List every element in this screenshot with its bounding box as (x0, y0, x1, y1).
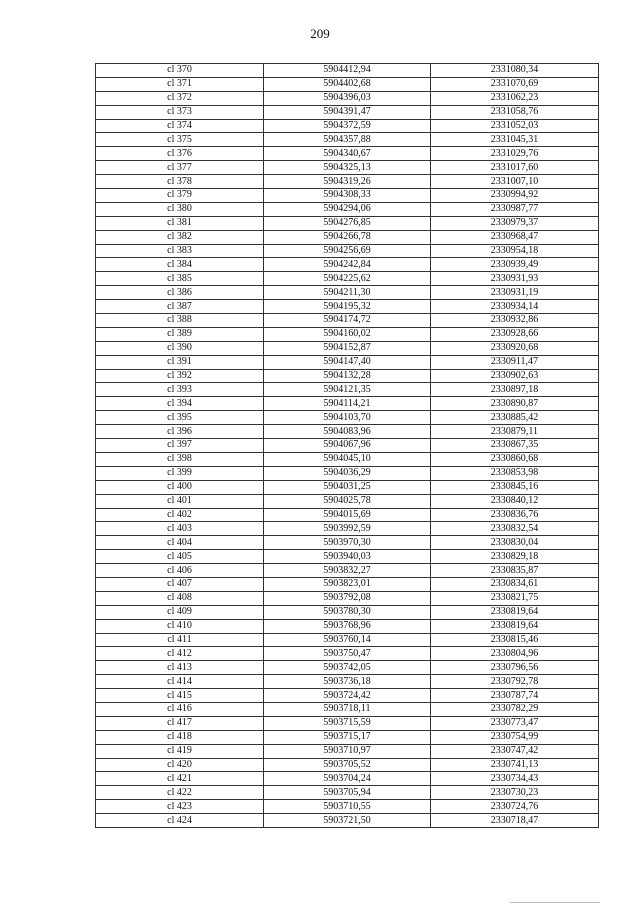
x-coordinate-cell: 5903750,47 (264, 647, 431, 661)
table-row (96, 716, 599, 730)
point-id-cell: сl 410 (96, 619, 264, 633)
x-coordinate-cell: 5904121,35 (264, 383, 431, 397)
x-coordinate-cell: 5904266,78 (264, 230, 431, 244)
x-coordinate-cell: 5904152,87 (264, 341, 431, 355)
y-coordinate-cell: 2330782,29 (431, 702, 599, 716)
point-id-cell: сl 371 (96, 77, 264, 91)
x-coordinate-cell: 5903710,55 (264, 800, 431, 814)
table-row (96, 133, 599, 147)
point-id-cell: сl 417 (96, 716, 264, 730)
point-id-cell: сl 413 (96, 661, 264, 675)
x-coordinate-cell: 5904412,94 (264, 64, 431, 78)
y-coordinate-cell: 2330860,68 (431, 452, 599, 466)
x-coordinate-cell: 5904132,28 (264, 369, 431, 383)
y-coordinate-cell: 2330885,42 (431, 411, 599, 425)
point-id-cell: сl 408 (96, 591, 264, 605)
point-id-cell: сl 383 (96, 244, 264, 258)
point-id-cell: сl 381 (96, 216, 264, 230)
point-id-cell: сl 375 (96, 133, 264, 147)
table-row (96, 605, 599, 619)
table-row (96, 577, 599, 591)
y-coordinate-cell: 2330830,04 (431, 536, 599, 550)
point-id-cell: сl 402 (96, 508, 264, 522)
table-row (96, 314, 599, 328)
table-row (96, 64, 599, 78)
y-coordinate-cell: 2330804,96 (431, 647, 599, 661)
x-coordinate-cell: 5903715,59 (264, 716, 431, 730)
x-coordinate-cell: 5903992,59 (264, 522, 431, 536)
table-row (96, 522, 599, 536)
page-number: 209 (310, 26, 330, 41)
y-coordinate-cell: 2330787,74 (431, 689, 599, 703)
x-coordinate-cell: 5904225,62 (264, 272, 431, 286)
y-coordinate-cell: 2331029,76 (431, 147, 599, 161)
point-id-cell: сl 397 (96, 439, 264, 453)
table-row (96, 480, 599, 494)
coordinates-table-body (96, 64, 599, 828)
table-row (96, 730, 599, 744)
point-id-cell: сl 384 (96, 258, 264, 272)
x-coordinate-cell: 5904067,96 (264, 439, 431, 453)
point-id-cell: сl 378 (96, 175, 264, 189)
y-coordinate-cell: 2330968,47 (431, 230, 599, 244)
point-id-cell: сl 411 (96, 633, 264, 647)
point-id-cell: сl 409 (96, 605, 264, 619)
y-coordinate-cell: 2330932,86 (431, 314, 599, 328)
point-id-cell: сl 376 (96, 147, 264, 161)
y-coordinate-cell: 2330931,19 (431, 286, 599, 300)
table-row (96, 77, 599, 91)
y-coordinate-cell: 2331062,23 (431, 91, 599, 105)
y-coordinate-cell: 2330902,63 (431, 369, 599, 383)
point-id-cell: сl 373 (96, 105, 264, 119)
x-coordinate-cell: 5903768,96 (264, 619, 431, 633)
table-row (96, 494, 599, 508)
y-coordinate-cell: 2330724,76 (431, 800, 599, 814)
y-coordinate-cell: 2331045,31 (431, 133, 599, 147)
table-row (96, 369, 599, 383)
table-row (96, 397, 599, 411)
table-row (96, 161, 599, 175)
y-coordinate-cell: 2330867,35 (431, 439, 599, 453)
point-id-cell: сl 382 (96, 230, 264, 244)
table-row (96, 147, 599, 161)
x-coordinate-cell: 5903780,30 (264, 605, 431, 619)
y-coordinate-cell: 2330734,43 (431, 772, 599, 786)
table-row (96, 327, 599, 341)
y-coordinate-cell: 2331007,10 (431, 175, 599, 189)
x-coordinate-cell: 5904340,67 (264, 147, 431, 161)
x-coordinate-cell: 5904402,68 (264, 77, 431, 91)
table-row (96, 452, 599, 466)
y-coordinate-cell: 2330792,78 (431, 675, 599, 689)
point-id-cell: сl 390 (96, 341, 264, 355)
table-row (96, 647, 599, 661)
x-coordinate-cell: 5903704,24 (264, 772, 431, 786)
x-coordinate-cell: 5903736,18 (264, 675, 431, 689)
x-coordinate-cell: 5903742,05 (264, 661, 431, 675)
point-id-cell: сl 377 (96, 161, 264, 175)
y-coordinate-cell: 2331080,34 (431, 64, 599, 78)
table-row (96, 536, 599, 550)
y-coordinate-cell: 2330890,87 (431, 397, 599, 411)
point-id-cell: сl 401 (96, 494, 264, 508)
table-row (96, 689, 599, 703)
y-coordinate-cell: 2330754,99 (431, 730, 599, 744)
x-coordinate-cell: 5903705,52 (264, 758, 431, 772)
y-coordinate-cell: 2330773,47 (431, 716, 599, 730)
y-coordinate-cell: 2330821,75 (431, 591, 599, 605)
point-id-cell: сl 388 (96, 314, 264, 328)
x-coordinate-cell: 5904195,32 (264, 300, 431, 314)
y-coordinate-cell: 2330836,76 (431, 508, 599, 522)
point-id-cell: сl 380 (96, 202, 264, 216)
table-row (96, 286, 599, 300)
x-coordinate-cell: 5904211,30 (264, 286, 431, 300)
point-id-cell: сl 419 (96, 744, 264, 758)
y-coordinate-cell: 2330730,23 (431, 786, 599, 800)
x-coordinate-cell: 5904276,85 (264, 216, 431, 230)
x-coordinate-cell: 5904391,47 (264, 105, 431, 119)
x-coordinate-cell: 5903970,30 (264, 536, 431, 550)
y-coordinate-cell: 2330931,93 (431, 272, 599, 286)
table-row (96, 702, 599, 716)
y-coordinate-cell: 2330897,18 (431, 383, 599, 397)
x-coordinate-cell: 5903792,08 (264, 591, 431, 605)
x-coordinate-cell: 5903940,03 (264, 550, 431, 564)
point-id-cell: сl 393 (96, 383, 264, 397)
y-coordinate-cell: 2330934,14 (431, 300, 599, 314)
point-id-cell: сl 403 (96, 522, 264, 536)
y-coordinate-cell: 2330954,18 (431, 244, 599, 258)
table-row (96, 272, 599, 286)
x-coordinate-cell: 5904357,88 (264, 133, 431, 147)
table-row (96, 564, 599, 578)
y-coordinate-cell: 2330834,61 (431, 577, 599, 591)
y-coordinate-cell: 2331052,03 (431, 119, 599, 133)
table-row (96, 661, 599, 675)
x-coordinate-cell: 5904256,69 (264, 244, 431, 258)
point-id-cell: сl 414 (96, 675, 264, 689)
x-coordinate-cell: 5904319,26 (264, 175, 431, 189)
y-coordinate-cell: 2331058,76 (431, 105, 599, 119)
point-id-cell: сl 416 (96, 702, 264, 716)
table-row (96, 508, 599, 522)
y-coordinate-cell: 2330840,12 (431, 494, 599, 508)
x-coordinate-cell: 5903705,94 (264, 786, 431, 800)
point-id-cell: сl 424 (96, 814, 264, 828)
point-id-cell: сl 400 (96, 480, 264, 494)
x-coordinate-cell: 5904174,72 (264, 314, 431, 328)
x-coordinate-cell: 5904103,70 (264, 411, 431, 425)
point-id-cell: сl 372 (96, 91, 264, 105)
y-coordinate-cell: 2330815,46 (431, 633, 599, 647)
table-row (96, 411, 599, 425)
table-row (96, 800, 599, 814)
y-coordinate-cell: 2330928,66 (431, 327, 599, 341)
point-id-cell: сl 405 (96, 550, 264, 564)
table-row (96, 758, 599, 772)
y-coordinate-cell: 2330741,13 (431, 758, 599, 772)
point-id-cell: сl 385 (96, 272, 264, 286)
x-coordinate-cell: 5904114,21 (264, 397, 431, 411)
point-id-cell: сl 406 (96, 564, 264, 578)
point-id-cell: сl 415 (96, 689, 264, 703)
x-coordinate-cell: 5904372,59 (264, 119, 431, 133)
scan-edge-line (510, 902, 600, 903)
table-row (96, 244, 599, 258)
point-id-cell: сl 396 (96, 425, 264, 439)
table-row (96, 355, 599, 369)
y-coordinate-cell: 2330939,49 (431, 258, 599, 272)
y-coordinate-cell: 2330718,47 (431, 814, 599, 828)
x-coordinate-cell: 5904160,02 (264, 327, 431, 341)
x-coordinate-cell: 5904242,84 (264, 258, 431, 272)
point-id-cell: сl 395 (96, 411, 264, 425)
point-id-cell: сl 418 (96, 730, 264, 744)
x-coordinate-cell: 5904147,40 (264, 355, 431, 369)
y-coordinate-cell: 2330920,68 (431, 341, 599, 355)
table-row (96, 105, 599, 119)
table-row (96, 258, 599, 272)
y-coordinate-cell: 2330819,64 (431, 619, 599, 633)
point-id-cell: сl 422 (96, 786, 264, 800)
table-row (96, 91, 599, 105)
table-row (96, 216, 599, 230)
x-coordinate-cell: 5904015,69 (264, 508, 431, 522)
x-coordinate-cell: 5904294,06 (264, 202, 431, 216)
x-coordinate-cell: 5904083,96 (264, 425, 431, 439)
point-id-cell: сl 407 (96, 577, 264, 591)
table-row (96, 675, 599, 689)
table-row (96, 814, 599, 828)
x-coordinate-cell: 5903823,01 (264, 577, 431, 591)
point-id-cell: сl 379 (96, 189, 264, 203)
x-coordinate-cell: 5904025,78 (264, 494, 431, 508)
x-coordinate-cell: 5904036,29 (264, 466, 431, 480)
y-coordinate-cell: 2330994,92 (431, 189, 599, 203)
point-id-cell: сl 398 (96, 452, 264, 466)
table-row (96, 119, 599, 133)
y-coordinate-cell: 2330987,77 (431, 202, 599, 216)
table-row (96, 300, 599, 314)
table-row (96, 619, 599, 633)
y-coordinate-cell: 2330879,11 (431, 425, 599, 439)
table-row (96, 591, 599, 605)
y-coordinate-cell: 2330853,98 (431, 466, 599, 480)
y-coordinate-cell: 2330819,64 (431, 605, 599, 619)
y-coordinate-cell: 2330829,18 (431, 550, 599, 564)
table-row (96, 341, 599, 355)
point-id-cell: сl 386 (96, 286, 264, 300)
point-id-cell: сl 387 (96, 300, 264, 314)
point-id-cell: сl 392 (96, 369, 264, 383)
table-row (96, 550, 599, 564)
table-row (96, 425, 599, 439)
x-coordinate-cell: 5903760,14 (264, 633, 431, 647)
y-coordinate-cell: 2330796,56 (431, 661, 599, 675)
table-row (96, 189, 599, 203)
y-coordinate-cell: 2330911,47 (431, 355, 599, 369)
x-coordinate-cell: 5904325,13 (264, 161, 431, 175)
table-row (96, 772, 599, 786)
table-row (96, 230, 599, 244)
point-id-cell: сl 423 (96, 800, 264, 814)
table-row (96, 466, 599, 480)
y-coordinate-cell: 2330747,42 (431, 744, 599, 758)
y-coordinate-cell: 2331070,69 (431, 77, 599, 91)
x-coordinate-cell: 5904396,03 (264, 91, 431, 105)
x-coordinate-cell: 5903721,50 (264, 814, 431, 828)
point-id-cell: сl 389 (96, 327, 264, 341)
point-id-cell: сl 374 (96, 119, 264, 133)
y-coordinate-cell: 2330979,37 (431, 216, 599, 230)
x-coordinate-cell: 5903718,11 (264, 702, 431, 716)
x-coordinate-cell: 5903710,97 (264, 744, 431, 758)
table-row (96, 744, 599, 758)
point-id-cell: сl 394 (96, 397, 264, 411)
table-row (96, 383, 599, 397)
point-id-cell: сl 399 (96, 466, 264, 480)
table-row (96, 439, 599, 453)
table-row (96, 175, 599, 189)
x-coordinate-cell: 5903832,27 (264, 564, 431, 578)
table-row (96, 202, 599, 216)
x-coordinate-cell: 5904031,25 (264, 480, 431, 494)
x-coordinate-cell: 5904308,33 (264, 189, 431, 203)
point-id-cell: сl 420 (96, 758, 264, 772)
y-coordinate-cell: 2330835,87 (431, 564, 599, 578)
y-coordinate-cell: 2331017,60 (431, 161, 599, 175)
point-id-cell: сl 421 (96, 772, 264, 786)
y-coordinate-cell: 2330832,54 (431, 522, 599, 536)
coordinates-table (95, 63, 599, 828)
y-coordinate-cell: 2330845,16 (431, 480, 599, 494)
point-id-cell: сl 391 (96, 355, 264, 369)
x-coordinate-cell: 5903724,42 (264, 689, 431, 703)
table-row (96, 786, 599, 800)
table-row (96, 633, 599, 647)
point-id-cell: сl 404 (96, 536, 264, 550)
x-coordinate-cell: 5903715,17 (264, 730, 431, 744)
x-coordinate-cell: 5904045,10 (264, 452, 431, 466)
point-id-cell: сl 370 (96, 64, 264, 78)
point-id-cell: сl 412 (96, 647, 264, 661)
